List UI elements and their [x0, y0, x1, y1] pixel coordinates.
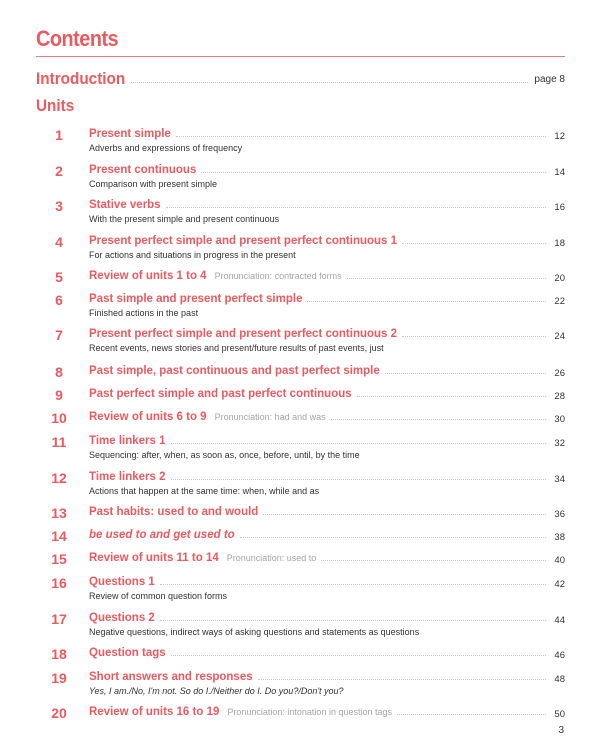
entry-line [89, 365, 550, 377]
toc-entry[interactable] [0, 470, 600, 506]
entry-page: 18 [554, 238, 565, 249]
entry-page: 44 [554, 615, 565, 626]
intro-page: page 8 [534, 74, 565, 85]
entry-line [89, 235, 550, 247]
dot-leader [357, 396, 546, 397]
entry-line [89, 388, 550, 400]
unit-number: 19 [51, 670, 67, 686]
unit-title: Past perfect simple and past perfect continuous [89, 388, 352, 400]
unit-title: Review of units 6 to 9 [89, 411, 207, 423]
unit-subtitle: Yes, I am./No, I'm not. So do I./Neither do I. Do you?/Don't you? [89, 686, 344, 696]
unit-number: 14 [51, 528, 67, 544]
dot-leader [321, 560, 546, 561]
entry-page: 12 [554, 131, 565, 142]
entry-page: 14 [554, 167, 565, 178]
unit-number: 12 [51, 470, 67, 486]
unit-subtitle: Finished actions in the past [89, 308, 199, 318]
entry-line [89, 576, 550, 588]
toc-entry[interactable] [0, 127, 600, 163]
entry-line [89, 270, 550, 282]
entry-page: 36 [554, 509, 565, 520]
unit-title: Present continuous [89, 164, 197, 176]
entry-line [89, 612, 550, 624]
unit-title: be used to and get used to [89, 529, 235, 541]
dot-leader [240, 537, 546, 538]
unit-subtitle: Negative questions, indirect ways of asking questions and statements as questions [89, 627, 420, 637]
unit-title: Question tags [89, 647, 166, 659]
entry-page: 34 [554, 474, 565, 485]
dot-leader [385, 373, 546, 374]
unit-number: 9 [55, 387, 63, 403]
unit-number: 4 [55, 234, 63, 250]
unit-title: Past simple and present perfect simple [89, 293, 303, 305]
page-title: Contents [36, 26, 119, 51]
entry-page: 42 [554, 579, 565, 590]
unit-title: Review of units 11 to 14 [89, 552, 219, 564]
entry-page: 24 [554, 331, 565, 342]
pronunciation-note: Pronunciation: had and was [214, 412, 326, 422]
unit-number: 16 [51, 575, 67, 591]
units-heading: Units [36, 96, 75, 115]
unit-number: 13 [51, 505, 67, 521]
dot-leader [347, 278, 546, 279]
entry-line [89, 671, 550, 683]
entry-line [89, 199, 550, 211]
unit-subtitle: For actions and situations in progress in the present [89, 250, 296, 260]
unit-title: Short answers and responses [89, 671, 253, 683]
entry-page: 20 [554, 273, 565, 284]
toc-entry[interactable] [0, 434, 600, 470]
entry-line [89, 328, 550, 340]
entry-line [89, 164, 550, 176]
unit-title: Time linkers 1 [89, 435, 166, 447]
toc-entry[interactable] [0, 327, 600, 363]
entry-line [89, 471, 550, 483]
dot-leader [171, 479, 547, 480]
dot-leader [331, 419, 546, 420]
dot-leader [160, 584, 546, 585]
unit-subtitle: Sequencing: after, when, as soon as, once, before, until, by the time [89, 450, 360, 460]
dot-leader [171, 443, 547, 444]
entry-line [89, 552, 550, 564]
unit-subtitle: Actions that happen at the same time: when, while and as [89, 486, 320, 496]
dot-leader [131, 82, 528, 83]
entry-line [89, 411, 550, 423]
entry-page: 40 [554, 555, 565, 566]
unit-subtitle: Recent events, news stories and present/future results of past events, just [89, 343, 384, 353]
dot-leader [201, 172, 546, 173]
entry-page: 50 [554, 709, 565, 720]
entry-line [89, 293, 550, 305]
entry-line [89, 128, 550, 140]
unit-title: Present perfect simple and present perfect continuous 2 [89, 328, 398, 340]
unit-title: Time linkers 2 [89, 471, 166, 483]
unit-number: 10 [51, 410, 67, 426]
entry-page: 16 [554, 202, 565, 213]
unit-number: 20 [51, 705, 67, 721]
toc-entry[interactable] [0, 163, 600, 199]
toc-entry[interactable] [0, 292, 600, 328]
entry-page: 46 [554, 650, 565, 661]
toc-entry[interactable] [0, 198, 600, 234]
unit-number: 15 [51, 551, 67, 567]
unit-subtitle: Comparison with present simple [89, 179, 218, 189]
unit-title: Present perfect simple and present perfect continuous 1 [89, 235, 398, 247]
entry-line [89, 506, 550, 518]
toc-entry[interactable] [0, 705, 600, 741]
unit-title: Questions 2 [89, 612, 155, 624]
unit-title: Present simple [89, 128, 171, 140]
entry-page: 32 [554, 438, 565, 449]
entry-line [89, 529, 550, 541]
unit-number: 7 [55, 327, 63, 343]
intro-entry[interactable] [36, 67, 565, 89]
unit-number: 6 [55, 292, 63, 308]
dot-leader [402, 336, 546, 337]
page-number: 3 [558, 725, 564, 736]
unit-number: 8 [55, 364, 63, 380]
unit-title: Review of units 16 to 19 [89, 706, 220, 718]
toc-entry[interactable] [0, 575, 600, 611]
pronunciation-note: Pronunciation: intonation in question tags [227, 707, 392, 717]
toc-entry[interactable] [0, 670, 600, 706]
entry-page: 30 [554, 414, 565, 425]
pronunciation-note: Pronunciation: used to [226, 553, 317, 563]
dot-leader [402, 243, 546, 244]
entry-line [89, 647, 550, 659]
unit-subtitle: With the present simple and present continuous [89, 214, 280, 224]
dot-leader [258, 679, 546, 680]
unit-title: Questions 1 [89, 576, 155, 588]
dot-leader [397, 714, 546, 715]
entry-line [89, 435, 550, 447]
entry-page: 26 [554, 368, 565, 379]
unit-title: Past simple, past continuous and past perfect simple [89, 365, 380, 377]
entry-page: 22 [554, 296, 565, 307]
unit-number: 17 [51, 611, 67, 627]
dot-leader [160, 620, 546, 621]
dot-leader [263, 514, 546, 515]
unit-number: 3 [55, 198, 63, 214]
unit-subtitle: Adverbs and expressions of frequency [89, 143, 243, 153]
dot-leader [166, 207, 546, 208]
entry-line [89, 706, 550, 718]
toc-entry[interactable] [0, 611, 600, 647]
intro-label: Introduction [36, 69, 126, 88]
unit-number: 18 [51, 646, 67, 662]
unit-title: Review of units 1 to 4 [89, 270, 207, 282]
entry-page: 38 [554, 532, 565, 543]
title-rule [36, 56, 565, 57]
dot-leader [307, 301, 546, 302]
dot-leader [176, 136, 546, 137]
unit-subtitle: Review of common question forms [89, 591, 228, 601]
entry-page: 28 [554, 391, 565, 402]
unit-number: 5 [55, 269, 63, 285]
unit-title: Stative verbs [89, 199, 161, 211]
unit-number: 11 [51, 434, 67, 450]
unit-number: 2 [55, 163, 63, 179]
entry-page: 48 [554, 674, 565, 685]
pronunciation-note: Pronunciation: contracted forms [214, 271, 342, 281]
dot-leader [171, 655, 546, 656]
unit-number: 1 [55, 127, 63, 143]
unit-title: Past habits: used to and would [89, 506, 259, 518]
toc-entry[interactable] [0, 234, 600, 270]
